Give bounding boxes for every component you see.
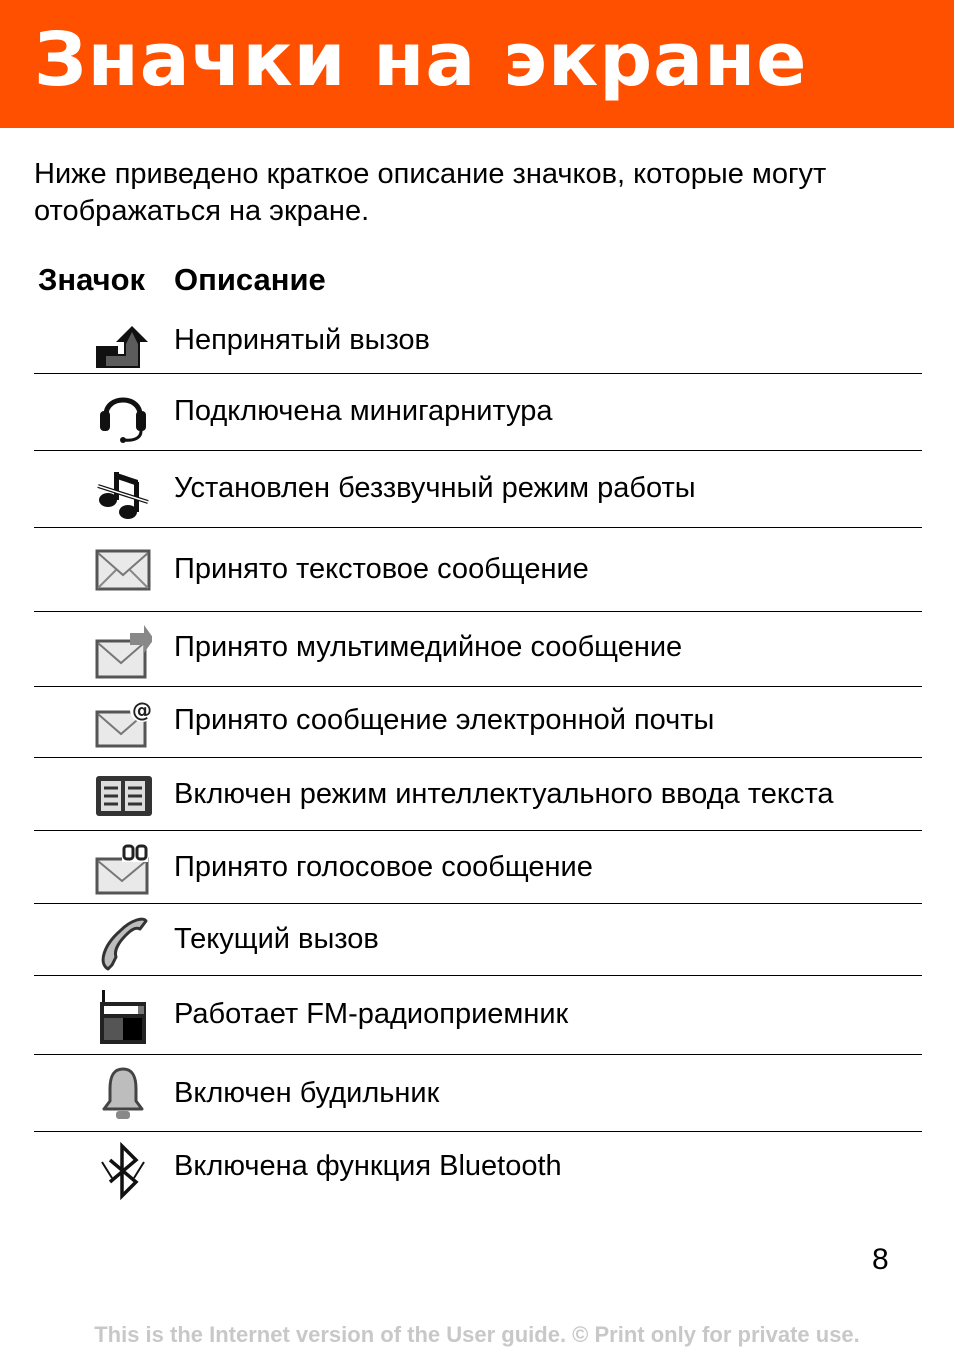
table-row <box>34 686 922 758</box>
svg-text:@: @ <box>132 698 152 722</box>
table-row <box>34 527 922 612</box>
row-description: Установлен беззвучный режим работы <box>174 472 696 504</box>
row-description: Принято мультимедийное сообщение <box>174 631 683 663</box>
row-description: Принято голосовое сообщение <box>174 851 593 883</box>
table-row <box>34 903 922 976</box>
silent-mode-icon <box>94 464 152 522</box>
table-row <box>34 1132 922 1208</box>
table-row <box>34 611 922 687</box>
table-row <box>34 758 922 831</box>
table-row <box>34 373 922 451</box>
column-header-description: Описание <box>174 262 326 297</box>
predictive-text-icon <box>94 766 152 824</box>
email-message-icon <box>94 694 152 752</box>
row-description: Принято сообщение электронной почты <box>174 704 715 736</box>
row-description: Включен режим интеллектуального ввода текста <box>174 778 834 810</box>
page-number: 8 <box>872 1243 889 1276</box>
table-row <box>34 450 922 528</box>
table-row <box>34 1055 922 1132</box>
page-title: Значки на экране <box>34 17 808 103</box>
table-row <box>34 976 922 1055</box>
ongoing-call-icon <box>94 913 152 971</box>
table-header <box>0 260 954 300</box>
row-description: Включена функция Bluetooth <box>174 1150 562 1182</box>
text-message-icon <box>94 543 152 601</box>
headset-icon <box>94 385 152 443</box>
alarm-icon <box>94 1065 152 1123</box>
header-bar <box>0 0 954 128</box>
row-description: Принято текстовое сообщение <box>174 553 589 585</box>
row-description: Непринятый вызов <box>174 324 430 356</box>
fm-radio-icon <box>94 988 152 1046</box>
voice-message-icon <box>94 841 152 899</box>
footer-note: This is the Internet version of the User guide. © Print only for private use. <box>94 1322 860 1347</box>
row-description: Включен будильник <box>174 1077 440 1109</box>
multimedia-message-icon <box>94 623 152 681</box>
intro-paragraph: Ниже приведено краткое описание значков, которые могут отображаться на экране. <box>34 158 827 227</box>
table-row <box>34 831 922 904</box>
row-description: Работает FM-радиоприемник <box>174 998 569 1030</box>
missed-call-icon <box>94 316 152 374</box>
column-header-icon: Значок <box>38 262 146 297</box>
table-row <box>34 310 922 374</box>
row-description: Текущий вызов <box>174 923 379 955</box>
bluetooth-icon <box>94 1142 152 1200</box>
row-description: Подключена минигарнитура <box>174 395 553 427</box>
